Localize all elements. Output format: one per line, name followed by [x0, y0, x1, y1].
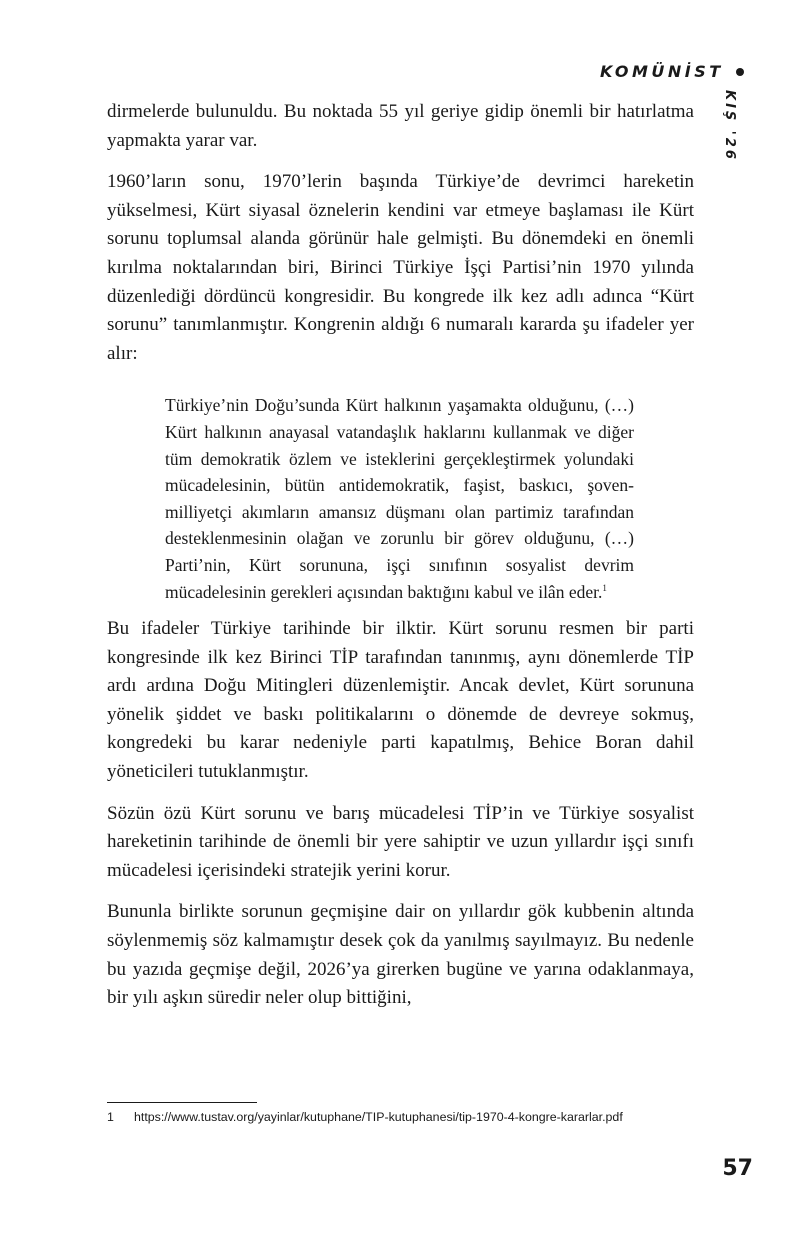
paragraph-4: Sözün özü Kürt sorunu ve barış mücadelesi TİP’in ve Türkiye sosyalist hareketinin tarihinde de önemli bir yere sahiptir ve uzun yıllardır işçi sınıfı mücadelesi içerisindeki stratejik yerini korur. — [107, 802, 694, 881]
issue-label: KIŞ '26 — [722, 90, 737, 162]
paragraph-1: dirmelerde bulunuldu. Bu noktada 55 yıl geriye gidip önemli bir hatırlatma yapmakta yarar var. — [107, 101, 694, 151]
magazine-header — [600, 62, 744, 81]
block-quote — [165, 392, 634, 605]
footnote-divider — [107, 1102, 257, 1103]
paragraph-3: Bu ifadeler Türkiye tarihinde bir ilktir. Kürt sorunu resmen bir parti kongresinde ilk kez Birinci TİP tarafından tanınmış, aynı dönemlerde TİP ardı ardına Doğu Mitingleri düzenlemiştir. Ancak devlet, Kürt sorununa yönelik şiddet ve baskı politikalarını o dönemde de devreye sokmuş, kongredeki bu karar nedeniyle parti kapatılmış, Behice Boran dahil yöneticileri tutuklanmıştır. — [107, 618, 694, 783]
paragraph-5: Bununla birlikte sorunun geçmişine dair on yıllardır gök kubbenin altında söylenmemiş söz kalmamıştır desek çok da yanılmış sayılmayız. Bu nedenle bu yazıda geçmişe değil, 2026’ya girerken bugüne ve yarına odaklanmaya, bir yılı aşkın süredir neler olup bittiğini, — [107, 901, 694, 1009]
footnote-link[interactable]: https://www.tustav.org/yayinlar/kutuphane/TIP-kutuphanesi/tip-1970-4-kongre-kararlar.pdf — [134, 1110, 623, 1124]
footnote-number: 1 — [107, 1110, 114, 1124]
magazine-title: KOMÜNİST — [600, 62, 724, 81]
footnote — [107, 1110, 623, 1124]
article-body — [107, 98, 694, 1026]
paragraph-2: 1960’ların sonu, 1970’lerin başında Türkiye’de devrimci hareketin yükselmesi, Kürt siyasal öznelerin kendini var etmeye başlaması ile Kürt sorunu toplumsal alanda görünür hale gelmişti. Bu dönemdeki en önemli kırılma noktalarından biri, Birinci Türkiye İşçi Partisi’nin 1970 yılında düzenlediği dördüncü kongresidir. Bu kongrede ilk kez adlı adınca “Kürt sorunu” tanımlanmıştır. Kongrenin aldığı 6 numaralı kararda şu ifadeler yer alır: — [107, 171, 694, 364]
block-quote-text: Türkiye’nin Doğu’sunda Kürt halkının yaşamakta olduğunu, (…) Kürt halkının anayasal vatandaşlık haklarını kullanmak ve diğer tüm demokratik özlem ve isteklerini gerçekleştirmek yolundaki mücadelesinin, bütün antidemokratik, faşist, baskıcı, şoven-milliyetçi akımların amansız düşmanı olan partimiz tarafından desteklenmesinin olağan ve zorunlu bir görev olduğunu, (…) Parti’nin, Kürt sorununa, işçi sınıfının sosyalist devrim mücadelesinin gerekleri açısından baktığını kabul ve ilân eder. — [165, 395, 634, 602]
page-number: 57 — [722, 1156, 753, 1181]
bullet-dot-icon — [736, 68, 744, 76]
footnote-reference[interactable]: 1 — [602, 582, 607, 593]
